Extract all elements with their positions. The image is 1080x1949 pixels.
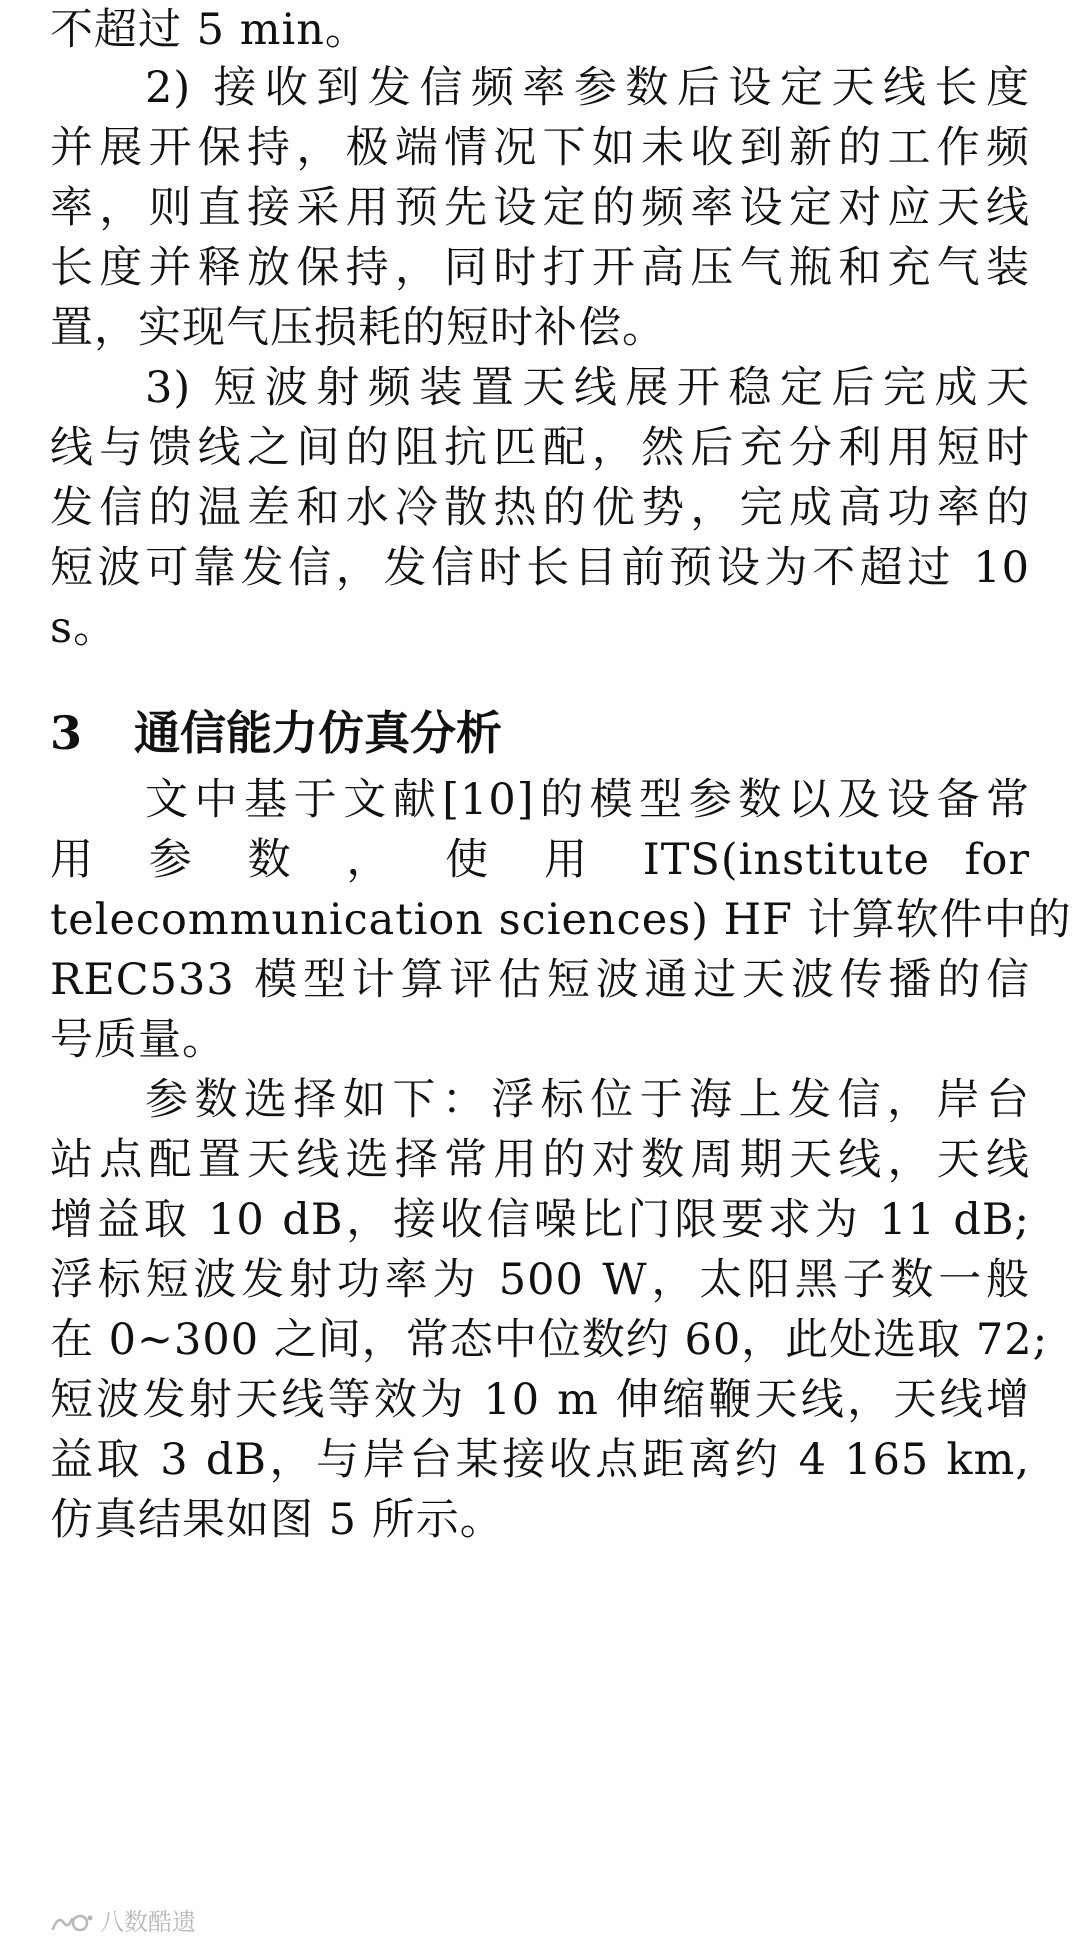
paragraph-line: 参数选择如下：浮标位于海上发信，岸台 bbox=[145, 1075, 1030, 1125]
paragraph-line: telecommunication sciences) HF 计算软件中的 bbox=[50, 895, 1072, 945]
paragraph-line: 线与馈线之间的阻抗匹配，然后充分利用短时 bbox=[50, 423, 1030, 473]
paragraph-line: 站点配置天线选择常用的对数周期天线，天线 bbox=[50, 1135, 1030, 1185]
paragraph-line: 益取 3 dB，与岸台某接收点距离约 4 165 km, bbox=[50, 1435, 1030, 1485]
paragraph-line: 在 0~300 之间，常态中位数约 60，此处选取 72; bbox=[50, 1315, 1049, 1365]
section-title: 通信能力仿真分析 bbox=[134, 706, 502, 760]
watermark bbox=[50, 1906, 196, 1938]
paragraph-line: 3) 短波射频装置天线展开稳定后完成天 bbox=[145, 363, 1030, 413]
paragraph-line: REC533 模型计算评估短波通过天波传播的信 bbox=[50, 955, 1030, 1005]
paragraph-line: 短波发射天线等效为 10 m 伸缩鞭天线，天线增 bbox=[50, 1375, 1030, 1425]
paragraph-line: 率，则直接采用预先设定的频率设定对应天线 bbox=[50, 183, 1030, 233]
section-number: 3 bbox=[50, 706, 83, 760]
paragraph-line: 浮标短波发射功率为 500 W，太阳黑子数一般 bbox=[50, 1255, 1030, 1305]
paragraph-line: 号质量。 bbox=[50, 1015, 226, 1065]
paragraph-line: 增益取 10 dB，接收信噪比门限要求为 11 dB; bbox=[50, 1195, 1030, 1245]
paragraph-line: 长度并释放保持，同时打开高压气瓶和充气装 bbox=[50, 243, 1030, 293]
paragraph-line: s。 bbox=[50, 603, 118, 653]
paragraph-line: 仿真结果如图 5 所示。 bbox=[50, 1495, 504, 1545]
watermark-text: 八数酷遗 bbox=[100, 1908, 196, 1936]
paragraph-line: 不超过 5 min。 bbox=[50, 5, 369, 55]
watermark-logo-icon bbox=[50, 1911, 94, 1935]
paragraph-line: 并展开保持，极端情况下如未收到新的工作频 bbox=[50, 123, 1030, 173]
paragraph-line: 文中基于文献[10]的模型参数以及设备常 bbox=[145, 775, 1030, 825]
paragraph-line: 用 参 数 ， 使 用 ITS(institute for bbox=[50, 835, 1030, 885]
paragraph-line: 置，实现气压损耗的短时补偿。 bbox=[50, 303, 666, 353]
paragraph-line: 2) 接收到发信频率参数后设定天线长度 bbox=[145, 63, 1030, 113]
paragraph-line: 发信的温差和水冷散热的优势，完成高功率的 bbox=[50, 483, 1030, 533]
paragraph-line: 短波可靠发信，发信时长目前预设为不超过 10 bbox=[50, 543, 1030, 593]
section-heading bbox=[50, 698, 1030, 768]
